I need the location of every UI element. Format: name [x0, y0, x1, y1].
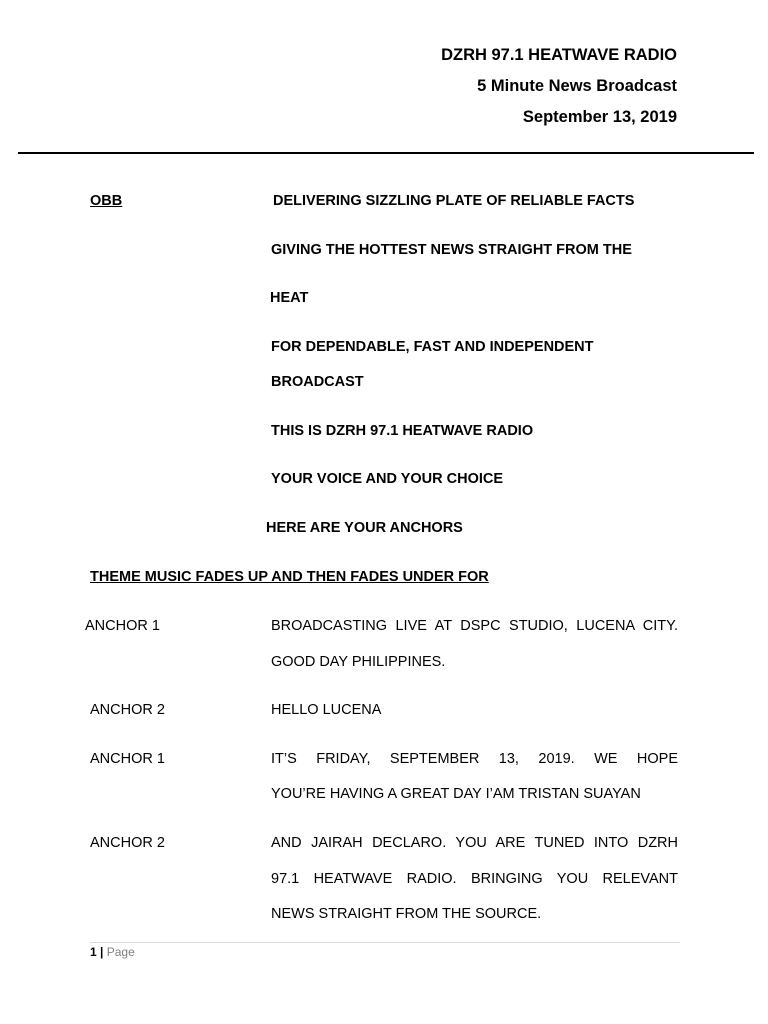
obb-line: BROADCAST [271, 374, 364, 390]
page-number: 1 [90, 945, 97, 959]
obb-line: FOR DEPENDABLE, FAST AND INDEPENDENT [271, 339, 594, 355]
dialogue-line: IT’S FRIDAY, SEPTEMBER 13, 2019. WE HOPE [271, 751, 678, 767]
page-separator: | [100, 945, 104, 959]
dialogue-line: AND JAIRAH DECLARO. YOU ARE TUNED INTO DZRH [271, 835, 678, 851]
dialogue-line: BROADCASTING LIVE AT DSPC STUDIO, LUCENA CITY. [271, 618, 678, 634]
header-divider [18, 152, 754, 154]
obb-line: THIS IS DZRH 97.1 HEATWAVE RADIO [271, 423, 534, 439]
footer-divider [90, 942, 680, 943]
speaker-label: ANCHOR 2 [90, 835, 165, 851]
obb-line: GIVING THE HOTTEST NEWS STRAIGHT FROM THE [271, 242, 632, 258]
speaker-label: ANCHOR 1 [90, 751, 165, 767]
page-footer [90, 945, 135, 959]
obb-line: HERE ARE YOUR ANCHORS [266, 520, 463, 536]
speaker-label: ANCHOR 2 [90, 702, 165, 718]
station-name: DZRH 97.1 HEATWAVE RADIO [441, 46, 677, 64]
obb-line: YOUR VOICE AND YOUR CHOICE [271, 471, 504, 487]
page-label: Page [106, 945, 135, 959]
dialogue-line: HELLO LUCENA [271, 702, 382, 718]
dialogue-line: YOU’RE HAVING A GREAT DAY I’AM TRISTAN SUAYAN [271, 786, 641, 802]
broadcast-date: September 13, 2019 [522, 108, 677, 126]
speaker-label: ANCHOR 1 [85, 618, 160, 634]
dialogue-line: GOOD DAY PHILIPPINES. [271, 654, 446, 670]
program-title: 5 Minute News Broadcast [477, 77, 677, 95]
obb-line: DELIVERING SIZZLING PLATE OF RELIABLE FACTS [273, 193, 635, 209]
music-cue: THEME MUSIC FADES UP AND THEN FADES UNDER FOR [90, 569, 489, 585]
obb-line: HEAT [270, 290, 309, 306]
dialogue-line: NEWS STRAIGHT FROM THE SOURCE. [271, 906, 542, 922]
obb-label: OBB [90, 193, 123, 209]
dialogue-line: 97.1 HEATWAVE RADIO. BRINGING YOU RELEVANT [271, 871, 678, 887]
